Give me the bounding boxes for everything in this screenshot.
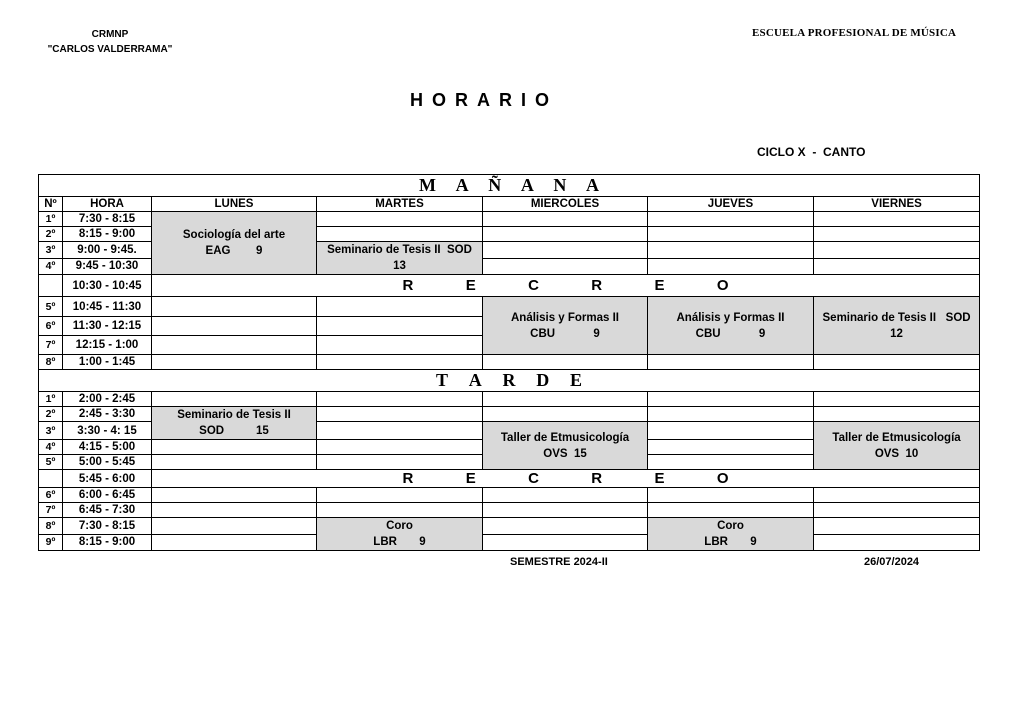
letter: A: [468, 370, 482, 390]
page-title: HORARIO: [410, 90, 558, 110]
letter: A: [586, 175, 600, 195]
row-number: 1º: [39, 212, 63, 227]
row-number: 5º: [39, 455, 63, 470]
row-time: 9:00 - 9:45.: [63, 242, 152, 259]
letter: O: [716, 470, 729, 487]
empty-cell: [483, 488, 648, 503]
letter: R: [591, 277, 603, 294]
empty-cell: [317, 392, 483, 407]
empty-cell: [317, 212, 483, 227]
empty-cell: [317, 455, 483, 470]
empty-cell: [648, 392, 814, 407]
course-info: 13: [393, 260, 406, 272]
empty-cell: [648, 440, 814, 455]
row-number: 2º: [39, 407, 63, 422]
letter: A: [520, 175, 534, 195]
col-header-martes: MARTES: [317, 197, 483, 212]
empty-cell: [39, 470, 63, 488]
course-name: Taller de Etmusicología: [500, 431, 630, 444]
row-time: 8:15 - 9:00: [63, 227, 152, 242]
course-info: CBU 9: [530, 327, 600, 340]
empty-cell: [152, 336, 317, 355]
row-time: 5:00 - 5:45: [63, 455, 152, 470]
course-info: CBU 9: [695, 327, 766, 340]
letter: E: [465, 470, 476, 487]
empty-cell: [648, 455, 814, 470]
section-afternoon: [39, 370, 980, 392]
letter: E: [570, 370, 583, 390]
letter: Ñ: [488, 175, 502, 195]
row-time: 6:00 - 6:45: [63, 488, 152, 503]
empty-cell: [483, 518, 648, 535]
course-name: Coro: [386, 520, 413, 532]
empty-cell: [814, 212, 980, 227]
empty-cell: [814, 227, 980, 242]
row-number: 3º: [39, 422, 63, 440]
letter: R: [402, 277, 414, 294]
row-number: 4º: [39, 258, 63, 275]
course-name: Sociología del arte: [182, 229, 286, 241]
empty-cell: [648, 422, 814, 440]
course-info: OVS 15: [543, 447, 587, 460]
empty-cell: [648, 258, 814, 275]
row-time: 2:45 - 3:30: [63, 407, 152, 422]
empty-cell: [483, 534, 648, 551]
row-number: 7º: [39, 503, 63, 518]
section-afternoon-label: [436, 370, 582, 391]
empty-cell: [814, 518, 980, 535]
empty-cell: [814, 258, 980, 275]
course-taller-miercoles: [483, 422, 648, 470]
col-header-hora: HORA: [63, 197, 152, 212]
empty-cell: [317, 297, 483, 317]
row-number: 6º: [39, 488, 63, 503]
row-number: 6º: [39, 317, 63, 336]
row-number: 2º: [39, 227, 63, 242]
empty-cell: [814, 407, 980, 422]
section-morning-label: [419, 175, 599, 196]
row-time: 7:30 - 8:15: [63, 518, 152, 535]
col-header-n: Nº: [39, 197, 63, 212]
course-name: Coro: [717, 520, 744, 532]
col-header-miercoles: MIERCOLES: [483, 197, 648, 212]
empty-cell: [483, 242, 648, 259]
row-time: 12:15 - 1:00: [63, 336, 152, 355]
course-name: Taller de Etmusicología: [832, 431, 961, 444]
empty-cell: [317, 336, 483, 355]
row-number: 7º: [39, 336, 63, 355]
course-info: OVS 10: [874, 447, 919, 460]
empty-cell: [317, 227, 483, 242]
empty-cell: [648, 227, 814, 242]
schedule-table: [38, 174, 980, 551]
letter: R: [591, 470, 603, 487]
row-number: 9º: [39, 534, 63, 551]
course-info: EAG 9: [205, 245, 263, 257]
empty-cell: [483, 407, 648, 422]
course-name: Seminario de Tesis II: [177, 409, 291, 421]
empty-cell: [152, 297, 317, 317]
letter: C: [528, 277, 539, 294]
recreo-label: [403, 277, 729, 294]
empty-cell: [483, 212, 648, 227]
row-time: 8:15 - 9:00: [63, 534, 152, 551]
empty-cell: [814, 488, 980, 503]
letter: N: [553, 175, 567, 195]
section-morning: [39, 175, 980, 197]
row-time: 4:15 - 5:00: [63, 440, 152, 455]
date-label: 26/07/2024: [864, 556, 920, 568]
letter: E: [654, 277, 665, 294]
empty-cell: [814, 503, 980, 518]
letter: C: [528, 470, 539, 487]
row-number: 3º: [39, 242, 63, 259]
school-name: ESCUELA PROFESIONAL DE MÚSICA: [752, 27, 957, 39]
letter: E: [465, 277, 476, 294]
empty-cell: [648, 212, 814, 227]
course-analisis-miercoles: [483, 297, 648, 355]
course-info: LBR 9: [373, 536, 426, 548]
row-number: 4º: [39, 440, 63, 455]
empty-cell: [648, 407, 814, 422]
recreo-morning: [152, 275, 980, 297]
empty-cell: [317, 317, 483, 336]
empty-cell: [814, 534, 980, 551]
letter: A: [455, 175, 469, 195]
row-time: 11:30 - 12:15: [63, 317, 152, 336]
empty-cell: [648, 242, 814, 259]
empty-cell: [483, 258, 648, 275]
course-coro-martes: [317, 518, 483, 551]
col-header-lunes: LUNES: [152, 197, 317, 212]
empty-cell: [152, 518, 317, 535]
course-seminario-tesis-viernes: [814, 297, 980, 355]
course-name: Análisis y Formas II: [676, 311, 785, 324]
semester-label: SEMESTRE 2024-II: [510, 556, 608, 568]
course-coro-jueves: [648, 518, 814, 551]
empty-cell: [317, 503, 483, 518]
course-sociologia-arte: [152, 212, 317, 275]
empty-cell: [648, 488, 814, 503]
institution-short: CRMNP: [91, 29, 129, 40]
course-seminario-tesis-martes: [317, 242, 483, 275]
letter: O: [716, 277, 729, 294]
row-time: 10:45 - 11:30: [63, 297, 152, 317]
row-time: 3:30 - 4: 15: [63, 422, 152, 440]
course-name: Seminario de Tesis II SOD: [822, 311, 971, 324]
letter: M: [419, 175, 437, 195]
recreo-label: [403, 470, 729, 487]
empty-cell: [483, 227, 648, 242]
course-name: Análisis y Formas II: [510, 311, 619, 324]
empty-cell: [814, 355, 980, 370]
course-taller-viernes: [814, 422, 980, 470]
empty-cell: [317, 488, 483, 503]
col-header-jueves: JUEVES: [648, 197, 814, 212]
empty-cell: [814, 242, 980, 259]
course-info: SOD 15: [199, 425, 269, 437]
empty-cell: [152, 392, 317, 407]
empty-cell: [317, 355, 483, 370]
empty-cell: [317, 407, 483, 422]
empty-cell: [317, 422, 483, 440]
letter: D: [536, 370, 550, 390]
row-number: 1º: [39, 392, 63, 407]
recreo-time: 5:45 - 6:00: [63, 470, 152, 488]
empty-cell: [814, 392, 980, 407]
course-analisis-jueves: [648, 297, 814, 355]
row-number: 5º: [39, 297, 63, 317]
course-info: LBR 9: [704, 536, 757, 548]
course-info: 12: [890, 327, 903, 340]
empty-cell: [152, 355, 317, 370]
institution-name: "CARLOS VALDERRAMA": [47, 44, 173, 55]
empty-cell: [152, 317, 317, 336]
empty-cell: [648, 355, 814, 370]
letter: T: [436, 370, 449, 390]
row-time: 2:00 - 2:45: [63, 392, 152, 407]
course-name: Seminario de Tesis II SOD: [327, 244, 472, 256]
empty-cell: [152, 455, 317, 470]
row-number: 8º: [39, 355, 63, 370]
empty-cell: [152, 440, 317, 455]
ciclo-label: CICLO X - CANTO: [757, 145, 866, 159]
empty-cell: [152, 534, 317, 551]
recreo-afternoon: [152, 470, 980, 488]
row-time: 1:00 - 1:45: [63, 355, 152, 370]
letter: R: [502, 370, 516, 390]
course-seminario-tesis-lunes: [152, 407, 317, 440]
col-header-viernes: VIERNES: [814, 197, 980, 212]
row-number: 8º: [39, 518, 63, 535]
row-time: 7:30 - 8:15: [63, 212, 152, 227]
row-time: 9:45 - 10:30: [63, 258, 152, 275]
empty-cell: [483, 355, 648, 370]
institution-header: [20, 27, 200, 57]
empty-cell: [152, 488, 317, 503]
recreo-time: 10:30 - 10:45: [63, 275, 152, 297]
empty-cell: [483, 503, 648, 518]
empty-cell: [317, 440, 483, 455]
empty-cell: [483, 392, 648, 407]
empty-cell: [152, 503, 317, 518]
row-time: 6:45 - 7:30: [63, 503, 152, 518]
empty-cell: [39, 275, 63, 297]
empty-cell: [648, 503, 814, 518]
letter: R: [402, 470, 414, 487]
letter: E: [654, 470, 665, 487]
